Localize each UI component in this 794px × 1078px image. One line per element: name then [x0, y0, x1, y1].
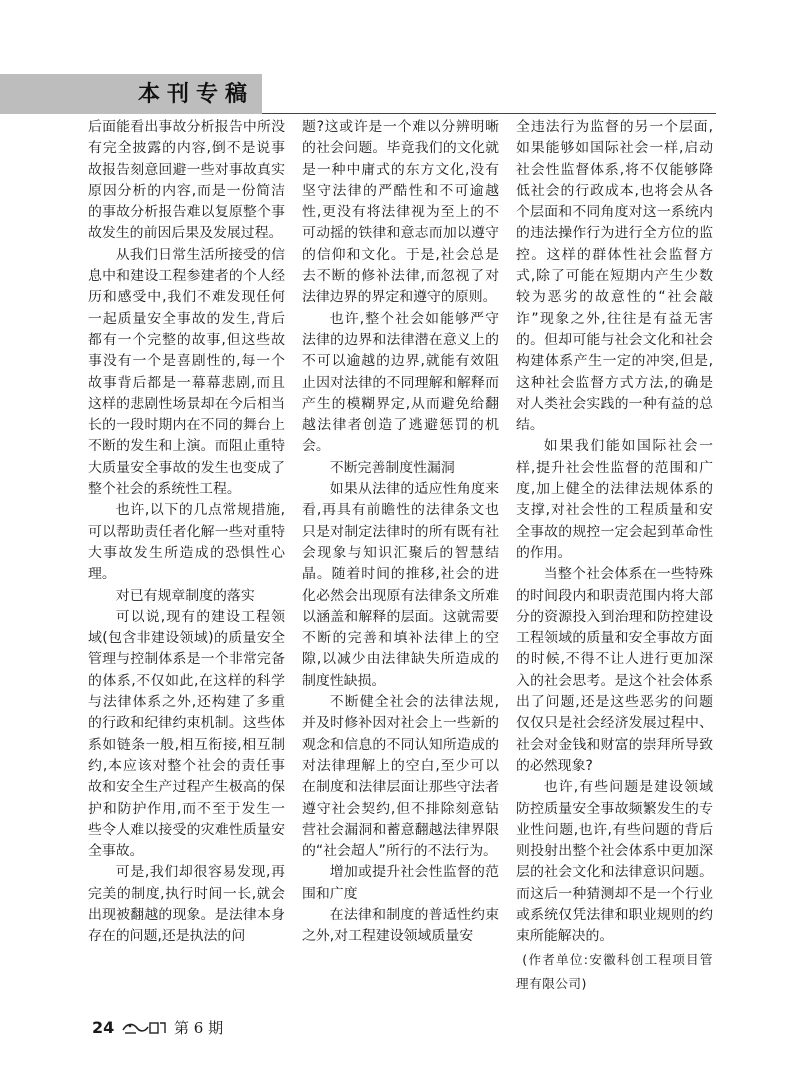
- paragraph: 当整个社会体系在一些特殊的时间段内和职责范围内将大部分的资源投入到治理和防控建设工程领域的质量和安全事故方面的时候,不得不让人进行更加深入的社会思考。是这个社会体系出了问题,还是这些恶劣的问题仅仅只是社会经济发展过程中、社会对金钱和财富的崇拜所导致的必然现象?: [516, 566, 713, 774]
- paragraph: 可是,我们却很容易发现,再完美的制度,执行时间一长,就会出现被翻越的现象。是法律本身存在的问题,还是执法的问: [88, 864, 285, 945]
- paragraph: 从我们日常生活所接受的信息中和建设工程参建者的个人经历和感受中,我们不难发现任何一起质量安全事故的发生,背后都有一个完整的故事,但这些故事没有一个是喜剧性的,每一个故事背后都是一幕幕悲剧,而且这样的悲剧性场景却在今后相当长的一段时期内在不同的舞台上不断的发生和上演。而阻止重特大质量安全事故的发生也变成了整个社会的系统性工程。: [88, 246, 285, 498]
- paragraph: 可以说,现有的建设工程领域(包含非建设领域)的质量安全管理与控制体系是一个非常完备的体系,不仅如此,在这样的科学与法律体系之外,还构建了多重的行政和纪律约束机制。这些体系如链条一般,相互衔接,相互制约,本应该对整个社会的责任事故和安全生产过程产生极高的保护和防护作用,而不至于发生一些令人难以接受的灾难性质量安全事故。: [88, 608, 285, 860]
- paragraph: 如果从法律的适应性角度来看,再具有前瞻性的法律条文也只是对制定法律时的所有既有社会现象与知识汇聚后的智慧结晶。随着时间的推移,社会的进化必然会出现原有法律条文所难以涵盖和解释的层面。这就需要不断的完善和填补法律上的空隙,以减少由法律缺失所造成的制度性缺损。: [302, 481, 499, 689]
- paragraph: 题?这或许是一个难以分辨明晰的社会问题。毕竟我们的文化就是一种中庸式的东方文化,没有坚守法律的严酷性和不可逾越性,更没有将法律视为至上的不可动摇的铁律和意志而加以遵守的信仰和文化。于是,社会总是去不断的修补法律,而忽视了对法律边界的界定和遵守的原则。: [302, 119, 499, 306]
- paragraph: 后面能看出事故分析报告中所没有完全披露的内容,倒不是说事故报告刻意回避一些对事故真实原因分析的内容,而是一份简洁的事故分析报告难以复原整个事故发生的前因后果及发展过程。: [88, 119, 285, 242]
- page-number: 24: [92, 1018, 115, 1037]
- paragraph: 也许,以下的几点常规措施,可以帮助责任者化解一些对重特大事故发生所造成的恐惧性心理。: [88, 502, 285, 583]
- paragraph: 也许,整个社会如能够严守法律的边界和法律潜在意义上的不可以逾越的边界,就能有效阻止因对法律的不同理解和解释而产生的模糊界定,从而避免给翻越法律者创造了逃避惩罚的机会。: [302, 310, 499, 455]
- subheading: 增加或提升社会性监督的范围和广度: [302, 864, 499, 902]
- text-column-1: [88, 117, 285, 969]
- text-column-3: [516, 117, 713, 991]
- text-column-2: [302, 117, 499, 969]
- issue-label: 第 6 期: [174, 1019, 224, 1037]
- paragraph: 如果我们能如国际社会一样,提升社会性监督的范围和广度,加上健全的法律法规体系的支撑,对社会性的工程质量和安全事故的规控一定会起到革命性的作用。: [516, 438, 713, 561]
- header-rule: [262, 113, 716, 114]
- subheading: 对已有规章制度的落实: [115, 587, 255, 604]
- paragraph: 全违法行为监督的另一个层面,如果能够如国际社会一样,启动社会性监督体系,将不仅能够降低社会的行政成本,也将会从各个层面和不同角度对这一系统内的违法操作行为进行全方位的监控。这样的群体性社会监督方式,除了可能在短期内产生少数较为恶劣的故意性的“社会敲诈”现象之外,往往是有益无害的。但却可能与社会文化和社会构建体系产生一定的冲突,但是,这种社会监督方式方法,的确是对人类社会实践的一种有益的总结。: [516, 119, 713, 434]
- paragraph: 不断健全社会的法律法规,并及时修补因对社会上一些新的观念和信息的不同认知所造成的对法律理解上的空白,至少可以在制度和法律层面让那些守法者遵守社会契约,但不排除刻意钻营社会漏洞和蓄意翻越法律界限的“社会超人”所行的不法行为。: [302, 694, 499, 860]
- paragraph: 也许,有些问题是建设领域防控质量安全事故频繁发生的专业性问题,也许,有些问题的背后则投射出整个社会体系中更加深层的社会文化和法律意识问题。而这后一种猜测却不是一个行业或系统仅凭法律和职业规则的约束所能解决的。: [516, 779, 713, 945]
- journal-logo-icon: [121, 1020, 167, 1036]
- section-title: 本刊专稿: [138, 82, 255, 107]
- subheading: 不断完善制度性漏洞: [329, 459, 455, 476]
- author-affiliation: (作者单位:安徽科创工程项目管理有限公司): [516, 951, 713, 991]
- paragraph: 在法律和制度的普适性约束之外,对工程建设领域质量安: [302, 906, 499, 945]
